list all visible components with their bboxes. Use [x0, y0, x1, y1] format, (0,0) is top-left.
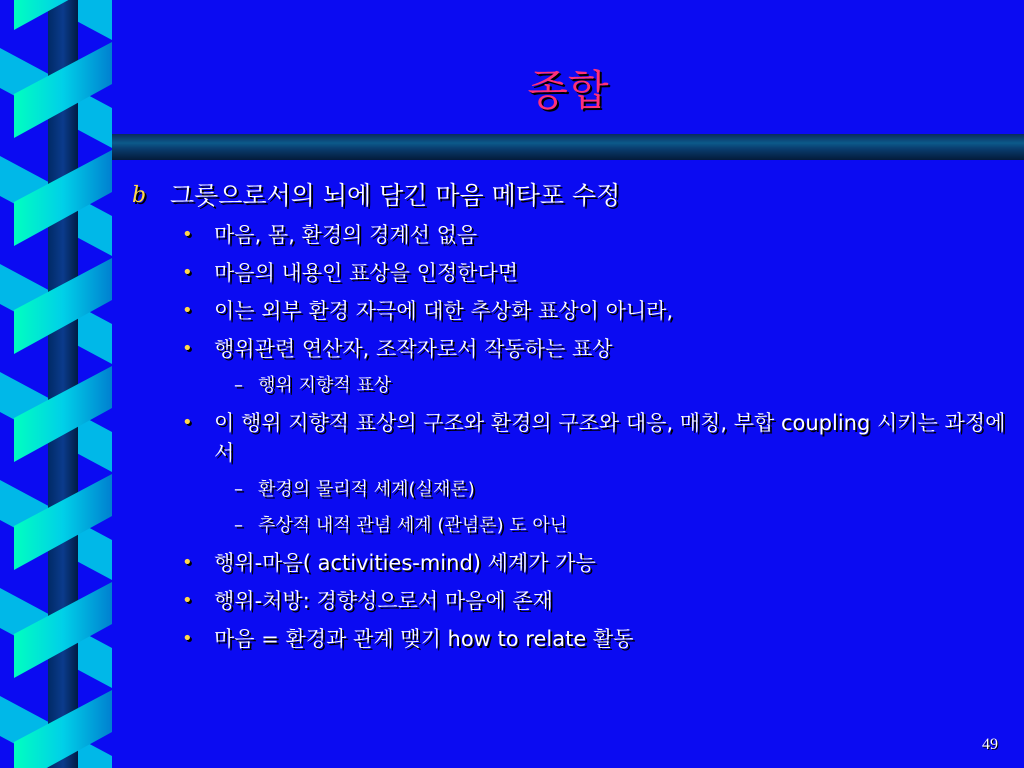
bullet-marker: •	[182, 628, 193, 649]
bullet-item-level-2	[128, 548, 1008, 578]
bullet-item-level-3	[128, 476, 1008, 504]
slide-title: 종합	[527, 66, 609, 115]
bullet-text: 그릇으로서의 뇌에 담긴 마음 메타포 수정	[170, 181, 621, 210]
bullet-text: 환경의 물리적 세계(실재론)	[258, 479, 475, 500]
bullet-text: 추상적 내적 관념 세계 (관념론) 도 아닌	[258, 515, 568, 536]
decorative-ribbon	[0, 0, 112, 768]
bullet-marker: •	[182, 224, 193, 245]
bullet-text: 행위관련 연산자, 조작자로서 작동하는 표상	[214, 337, 613, 361]
bullet-marker: •	[182, 262, 193, 283]
bullet-item-level-2	[128, 220, 1008, 250]
bullet-text: 행위 지향적 표상	[258, 375, 392, 396]
title-divider-bar	[112, 134, 1024, 160]
bullet-list	[128, 176, 1008, 662]
bullet-marker: •	[182, 338, 193, 359]
bullet-marker: •	[182, 590, 193, 611]
page-number: 49	[982, 736, 998, 753]
bullet-item-level-2	[128, 408, 1008, 468]
bullet-text: 이는 외부 환경 자극에 대한 추상화 표상이 아니라,	[214, 299, 674, 323]
bullet-item-level-3	[128, 372, 1008, 400]
bullet-item-level-2	[128, 624, 1008, 654]
bullet-item-level-3	[128, 512, 1008, 540]
bullet-marker: b	[132, 183, 147, 208]
bullet-marker: •	[182, 412, 193, 433]
bullet-text: 마음, 몸, 환경의 경계선 없음	[214, 223, 478, 247]
bullet-item-level-2	[128, 296, 1008, 326]
bullet-marker: •	[182, 552, 193, 573]
bullet-item-level-2	[128, 258, 1008, 288]
bullet-text: 행위-처방: 경향성으로서 마음에 존재	[214, 589, 553, 613]
bullet-text: 이 행위 지향적 표상의 구조와 환경의 구조와 대응, 매칭, 부합 coupling 시키는 과정에서	[214, 411, 1006, 465]
bullet-item-level-2	[128, 334, 1008, 364]
bullet-marker: –	[234, 515, 243, 536]
bullet-marker: •	[182, 300, 193, 321]
bullet-marker: –	[234, 479, 243, 500]
bullet-text: 마음 = 환경과 관계 맺기 how to relate 활동	[214, 627, 634, 651]
bullet-marker: –	[234, 375, 243, 396]
bullet-item-level-1	[128, 176, 1008, 216]
bullet-item-level-2	[128, 586, 1008, 616]
bullet-text: 행위-마음( activities-mind) 세계가 가능	[214, 551, 596, 575]
bullet-text: 마음의 내용인 표상을 인정한다면	[214, 261, 519, 285]
